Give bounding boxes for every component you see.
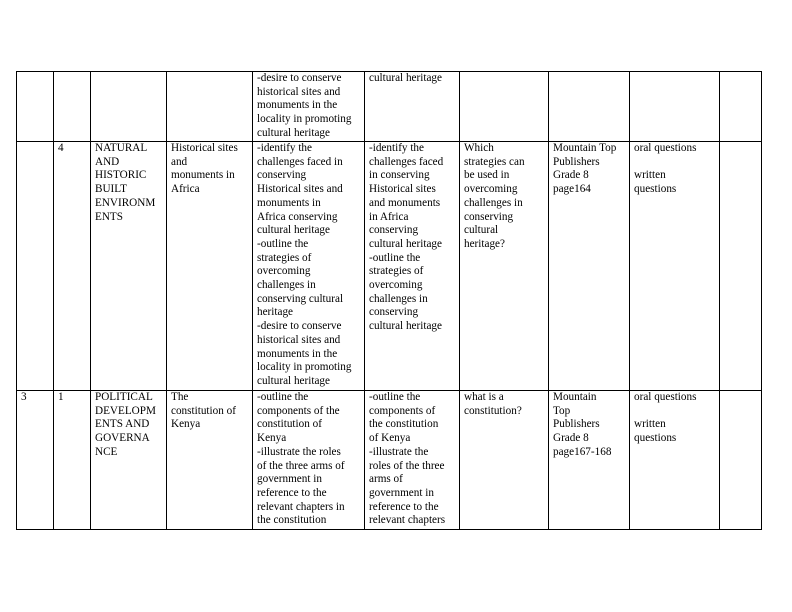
lesson-cell: 4 [54,142,91,391]
spacer [634,156,717,170]
remarks-cell [720,142,762,391]
learning-resources-cell: Mountain Top Publishers Grade 8 page164 [549,142,630,391]
assessment-cell: oral questions written questions [630,142,720,391]
sub-strand-cell: The constitution of Kenya [167,391,253,530]
week-cell: 3 [17,391,54,530]
scheme-of-work-table [16,71,762,530]
sub-strand-cell: Historical sites and monuments in Africa [167,142,253,391]
strand-cell: POLITICAL DEVELOPM ENTS AND GOVERNA NCE [91,391,167,530]
table-row [17,142,762,391]
week-cell [17,142,54,391]
sub-strand-cell [167,72,253,142]
learning-experiences-cell: cultural heritage [365,72,460,142]
learning-resources-cell [549,72,630,142]
remarks-cell [720,72,762,142]
inquiry-question-cell [460,72,549,142]
lesson-cell: 1 [54,391,91,530]
assessment-cell [630,72,720,142]
learning-experiences-cell: -identify the challenges faced in conserving Historical sites and monuments in Africa conserving cultural heritage -outline the strategies of overcoming challenges in conserving cultural heritage [365,142,460,391]
week-cell [17,72,54,142]
table-row [17,391,762,530]
strand-cell: NATURAL AND HISTORIC BUILT ENVIRONM ENTS [91,142,167,391]
inquiry-question-cell: what is a constitution? [460,391,549,530]
inquiry-question-cell: Which strategies can be used in overcoming challenges in conserving cultural heritage? [460,142,549,391]
spacer [634,405,717,419]
remarks-cell [720,391,762,530]
learning-experiences-cell: -outline the components of the constitution of Kenya -illustrate the roles of the three arms of government in reference to the relevant chapters [365,391,460,530]
assessment-cell: oral questions written questions [630,391,720,530]
table-row [17,72,762,142]
learning-outcomes-cell: -identify the challenges faced in conserving Historical sites and monuments in Africa conserving cultural heritage -outline the strategies of overcoming challenges in conserving cultural heritage -desire to conserve historical sites and monuments in the locality in promoting cultural heritage [253,142,365,391]
strand-cell [91,72,167,142]
learning-outcomes-cell: -desire to conserve historical sites and monuments in the locality in promoting cultural heritage [253,72,365,142]
learning-resources-cell: Mountain Top Publishers Grade 8 page167-168 [549,391,630,530]
learning-outcomes-cell: -outline the components of the constitution of Kenya -illustrate the roles of the three arms of government in reference to the relevant chapters in the constitution [253,391,365,530]
lesson-cell [54,72,91,142]
